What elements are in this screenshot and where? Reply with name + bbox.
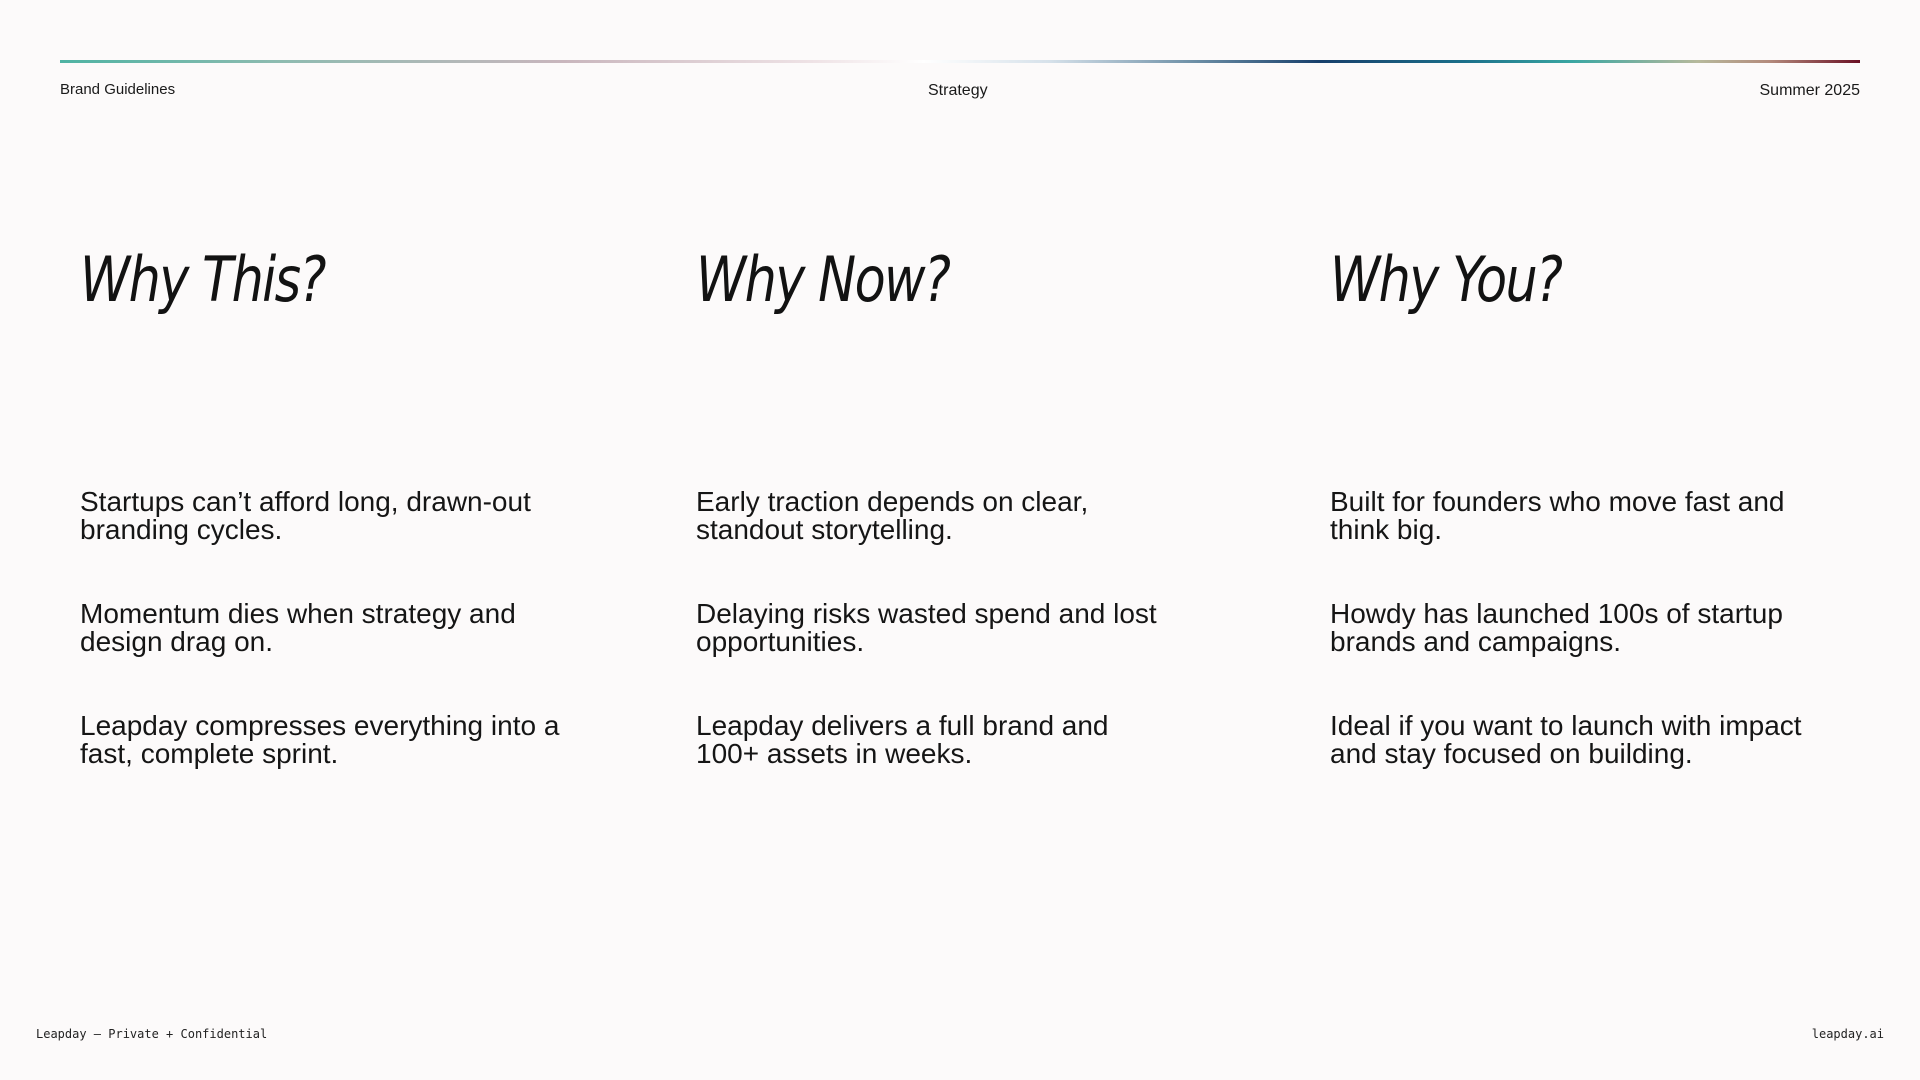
why-you-point-3: Ideal if you want to launch with impact and stay focused on building.: [1330, 710, 1802, 769]
why-now-column: [696, 240, 1176, 769]
why-now-points: [696, 488, 1176, 824]
footer-website: leapday.ai: [1811, 1027, 1884, 1041]
header-brand-guidelines-label: Brand Guidelines: [60, 81, 176, 98]
why-now-point-1: Early traction depends on clear, standout storytelling.: [696, 486, 1089, 545]
why-this-point-2: Momentum dies when strategy and design drag on.: [80, 598, 516, 657]
why-this-column: [80, 240, 560, 769]
header-section-title: Strategy: [928, 82, 988, 99]
why-you-column: [1330, 240, 1810, 769]
why-this-point-3: Leapday compresses everything into a fast, complete sprint.: [80, 710, 560, 769]
footer-confidential-label: Leapday — Private + Confidential: [36, 1027, 268, 1041]
why-you-heading: Why You?: [1330, 243, 1562, 316]
why-you-point-2: Howdy has launched 100s of startup brands and campaigns.: [1330, 598, 1783, 657]
header-date-label: Summer 2025: [1759, 82, 1860, 99]
why-this-points: [80, 488, 560, 824]
header-gradient-divider: [60, 60, 1860, 63]
why-now-point-2: Delaying risks wasted spend and lost opportunities.: [696, 598, 1157, 657]
why-now-point-3: Leapday delivers a full brand and 100+ assets in weeks.: [696, 710, 1109, 769]
why-this-heading: Why This?: [80, 243, 325, 316]
why-now-heading: Why Now?: [696, 243, 950, 316]
why-you-points: [1330, 488, 1810, 824]
why-you-point-1: Built for founders who move fast and think big.: [1330, 486, 1785, 545]
why-this-point-1: Startups can’t afford long, drawn-out branding cycles.: [80, 486, 531, 545]
